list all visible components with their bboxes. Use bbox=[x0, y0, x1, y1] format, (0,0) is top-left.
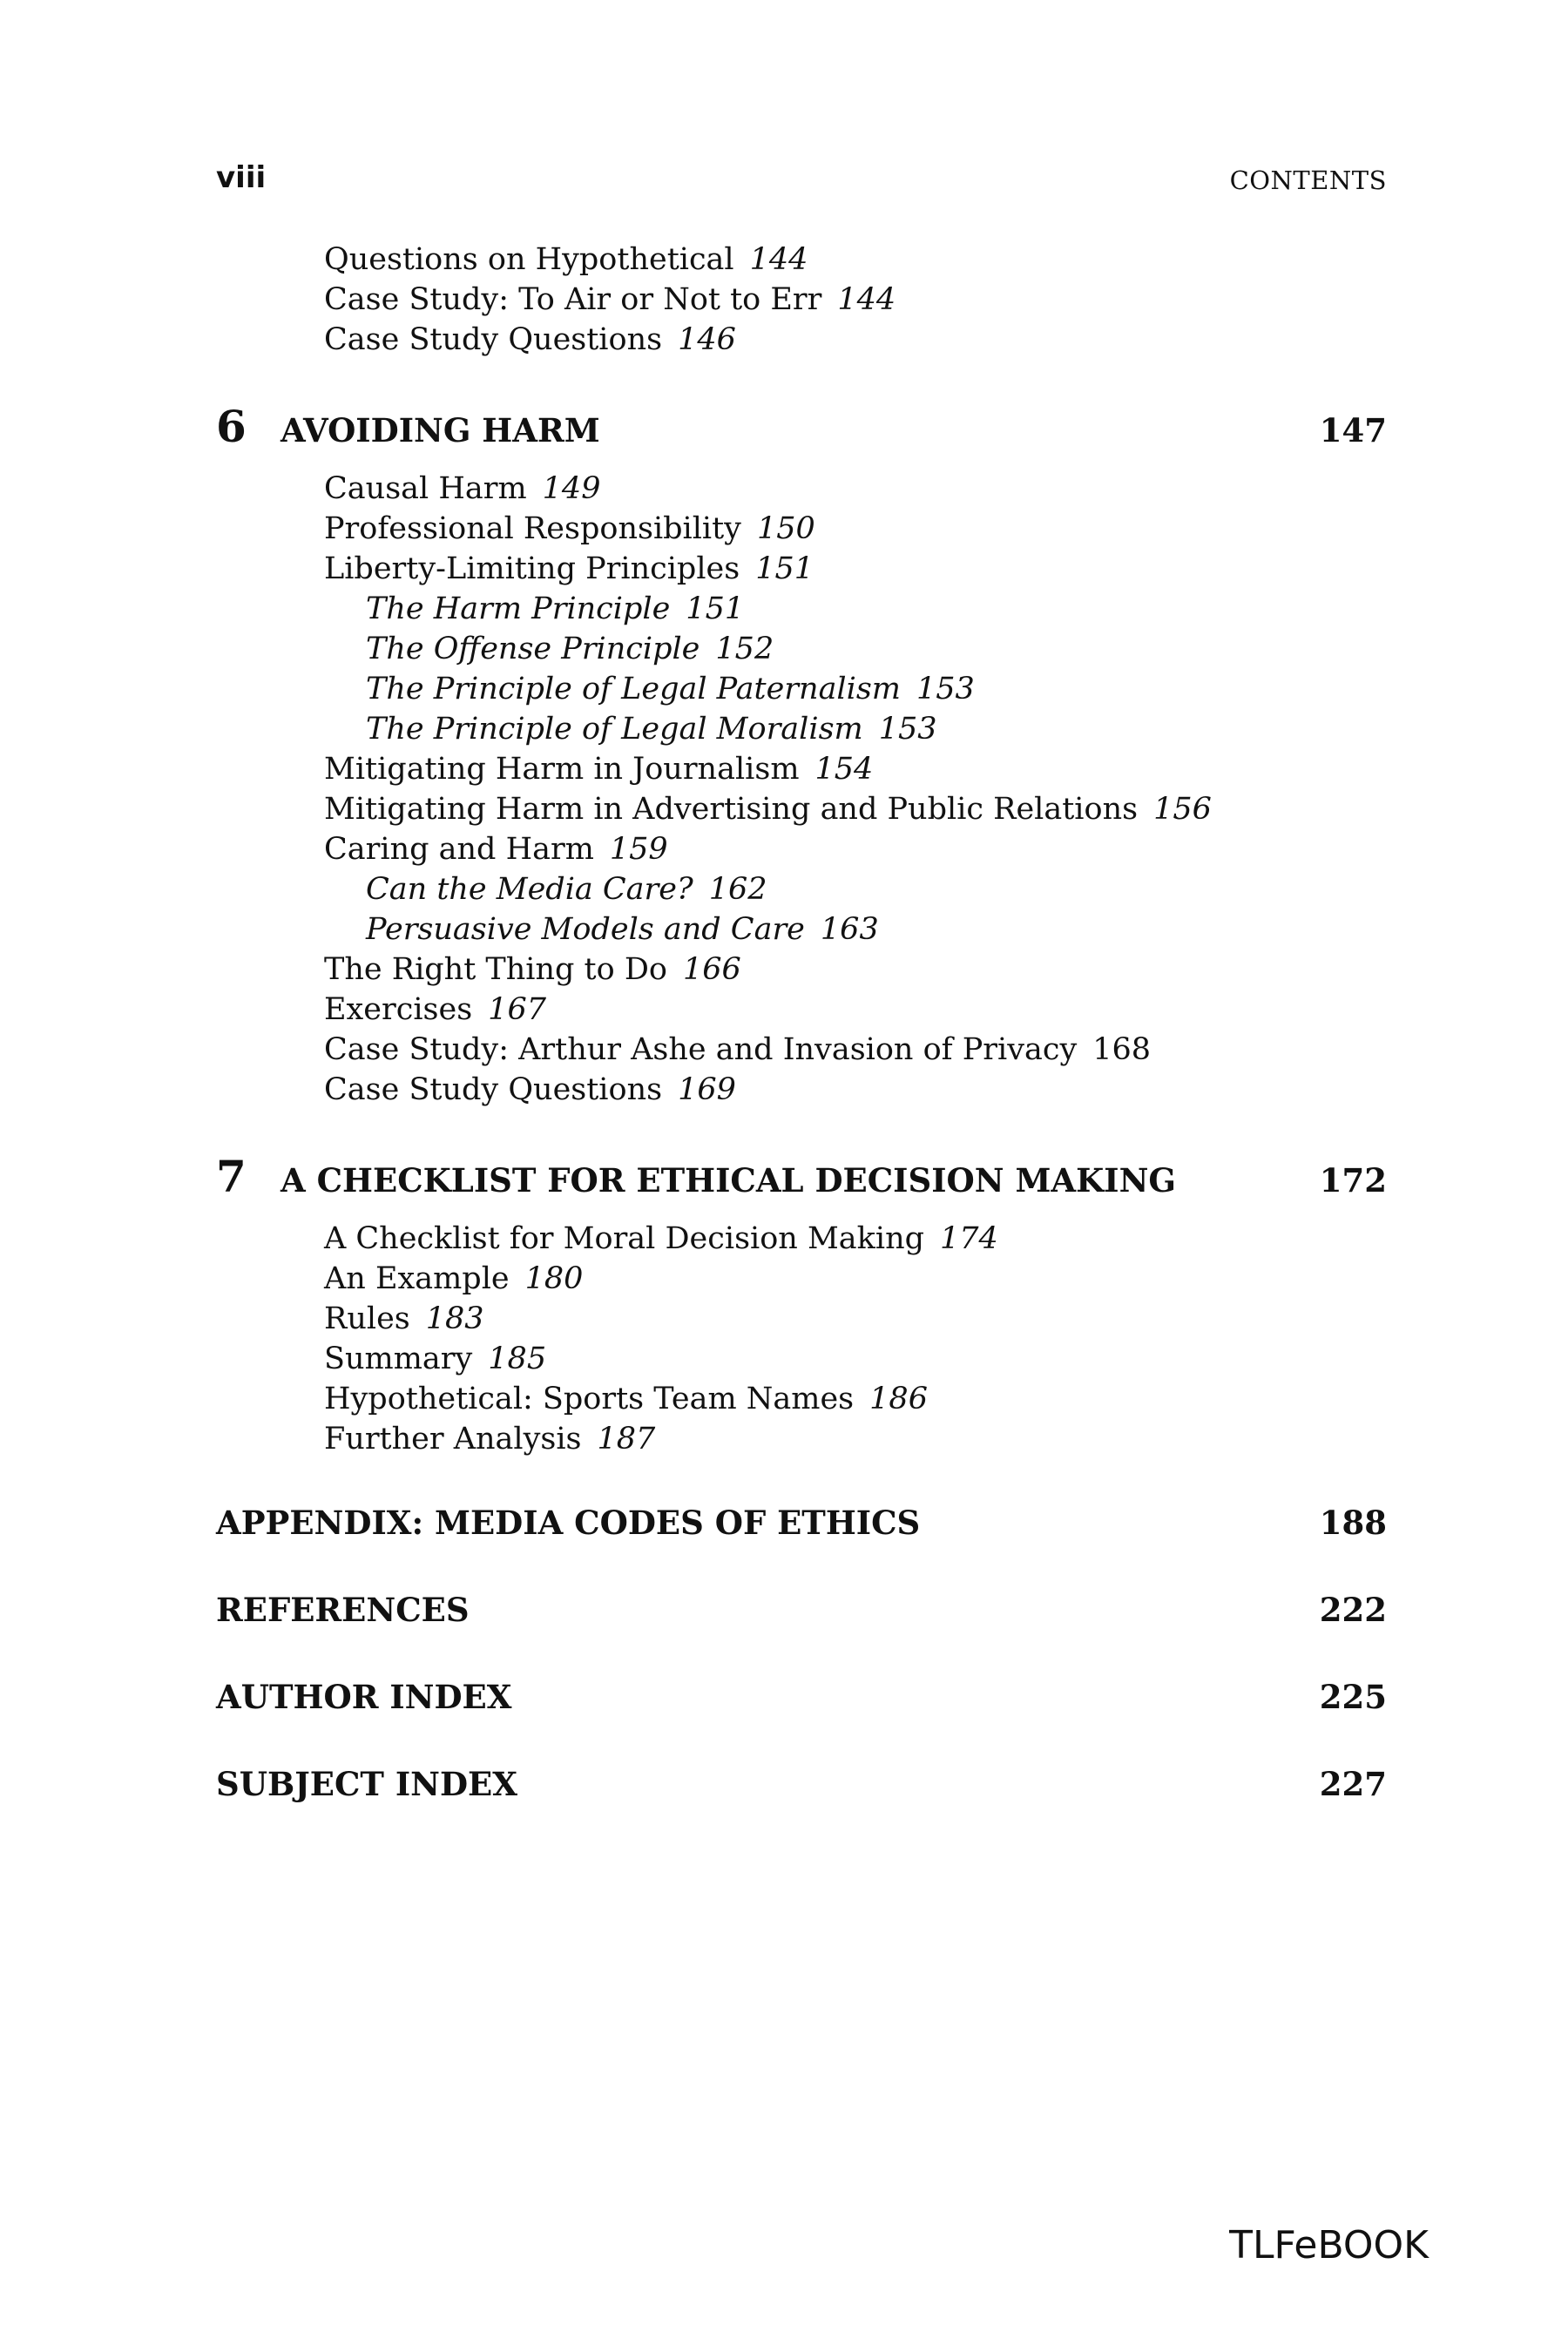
toc-entry: A Checklist for Moral Decision Making 174 bbox=[324, 1221, 998, 1256]
footer-stamp: TLFeBOOK bbox=[1229, 2223, 1429, 2268]
back-matter-entry: APPENDIX: MEDIA CODES OF ETHICS 188 bbox=[216, 1504, 1387, 1542]
toc-entry: Caring and Harm 159 bbox=[324, 832, 668, 867]
chapter-title: AVOIDING HARM bbox=[280, 411, 600, 449]
toc-entry: Causal Harm 149 bbox=[324, 471, 601, 506]
toc-entry: Rules 183 bbox=[324, 1301, 484, 1336]
back-matter-entry: SUBJECT INDEX 227 bbox=[216, 1765, 1387, 1803]
toc-entry: Exercises 167 bbox=[324, 992, 546, 1027]
chapter-number: 7 bbox=[216, 1151, 247, 1202]
toc-entry: Professional Responsibility 150 bbox=[324, 511, 815, 546]
toc-entry: Mitigating Harm in Journalism 154 bbox=[324, 752, 874, 787]
chapter-heading bbox=[216, 401, 1387, 452]
toc-entry: Case Study Questions 169 bbox=[324, 1072, 736, 1107]
page-number: viii bbox=[216, 160, 267, 195]
toc-entry: Further Analysis 187 bbox=[324, 1422, 656, 1456]
toc-entry: Case Study: To Air or Not to Err 144 bbox=[324, 282, 896, 317]
toc-subentry: Can the Media Care? 162 bbox=[366, 872, 767, 907]
toc-subentry: The Offense Principle 152 bbox=[366, 632, 774, 666]
toc-entry: Mitigating Harm in Advertising and Public Relations 156 bbox=[324, 792, 1212, 827]
chapter-heading bbox=[216, 1151, 1387, 1202]
back-matter-entry: REFERENCES 222 bbox=[216, 1591, 1387, 1629]
toc-subentry: The Principle of Legal Paternalism 153 bbox=[366, 672, 975, 706]
chapter-page: 147 bbox=[1319, 411, 1387, 449]
toc-entry: Summary 185 bbox=[324, 1342, 547, 1376]
toc-subentry: The Principle of Legal Moralism 153 bbox=[366, 712, 937, 747]
toc-entry: Case Study Questions 146 bbox=[324, 322, 736, 357]
running-title: CONTENTS bbox=[1229, 166, 1387, 195]
toc-subentry: Persuasive Models and Care 163 bbox=[366, 912, 879, 947]
toc-entry: Liberty-Limiting Principles 151 bbox=[324, 551, 814, 586]
toc-entry: An Example 180 bbox=[324, 1261, 584, 1296]
toc-entry: The Right Thing to Do 166 bbox=[324, 952, 741, 987]
chapter-number: 6 bbox=[216, 401, 247, 452]
chapter-page: 172 bbox=[1319, 1161, 1387, 1200]
back-matter-entry: AUTHOR INDEX 225 bbox=[216, 1678, 1387, 1716]
chapter-title: A CHECKLIST FOR ETHICAL DECISION MAKING bbox=[280, 1161, 1176, 1200]
toc-subentry: The Harm Principle 151 bbox=[366, 591, 745, 626]
toc-entry: Case Study: Arthur Ashe and Invasion of Privacy 168 bbox=[324, 1032, 1152, 1067]
toc-entry: Questions on Hypothetical 144 bbox=[324, 242, 808, 277]
toc-entry: Hypothetical: Sports Team Names 186 bbox=[324, 1382, 928, 1416]
